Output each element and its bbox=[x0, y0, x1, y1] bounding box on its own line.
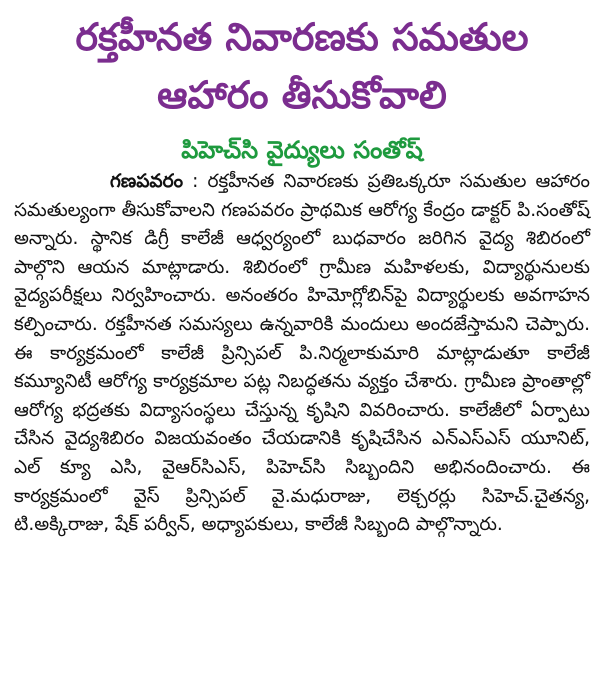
article-body bbox=[14, 168, 590, 540]
headline bbox=[14, 8, 590, 124]
article-text: : రక్తహీనత నివారణకు ప్రతిఒక్కరూ సమతుల ఆహారం సమతుల్యంగా తీసుకోవాలని గణపవరం ప్రాథమిక ఆరోగ్య కేంద్రం డాక్టర్ పి.సంతోష్ అన్నారు. స్థానిక డిగ్రీ కాలేజీ ఆధ్వర్యంలో బుధవారం జరిగిన వైద్య శిబిరంలో పాల్గొని ఆయన మాట్లాడారు. శిబిరంలో గ్రామీణ మహిళలకు, విద్యార్థునులకు వైద్యపరీక్షలు నిర్వహించారు. అనంతరం హిమోగ్లోబిన్‌పై విద్యార్థులకు అవగాహన కల్పించారు. రక్తహీనత సమస్యలు ఉన్నవారికి మందులు అందజేస్తామని చెప్పారు. ఈ కార్యక్రమంలో కాలేజీ ప్రిన్సిపల్ పి.నిర్మలాకుమారి మాట్లాడుతూ కాలేజీ కమ్యూనిటీ ఆరోగ్య కార్యక్రమాల పట్ల నిబద్ధతను వ్యక్తం చేశారు. గ్రామీణ ప్రాంతాల్లో ఆరోగ్య భద్రతకు విద్యాసంస్థలు చేస్తున్న కృషిని వివరించారు. కాలేజీలో ఏర్పాటు చేసిన వైద్యశిబిరం విజయవంతం చేయడానికి కృషిచేసిన ఎన్‌ఎస్‌ఎస్ యూనిట్, ఎల్ క్యూ ఎసి, వైఆర్‌సిఎస్, పిహెచ్‌సి సిబ్బందిని అభినందించారు. ఈ కార్యక్రమంలో వైస్ ప్రిన్సిపల్ వై.మధురాజు, లెక్చరర్లు సిహెచ్.చైతన్య, టి.అక్కిరాజు, షేక్ పర్వీన్, అధ్యాపకులు, కాలేజీ సిబ్బంది పాల్గొన్నారు. bbox=[14, 171, 590, 536]
dateline: గణపవరం bbox=[110, 171, 184, 192]
headline-line-1: రక్తహీనత నివారణకు సమతుల bbox=[75, 15, 529, 59]
byline: పిహెచ్‌సి వైద్యులు సంతోష్ bbox=[181, 136, 423, 164]
headline-line-2: ఆహారం తీసుకోవాలి bbox=[157, 73, 447, 117]
